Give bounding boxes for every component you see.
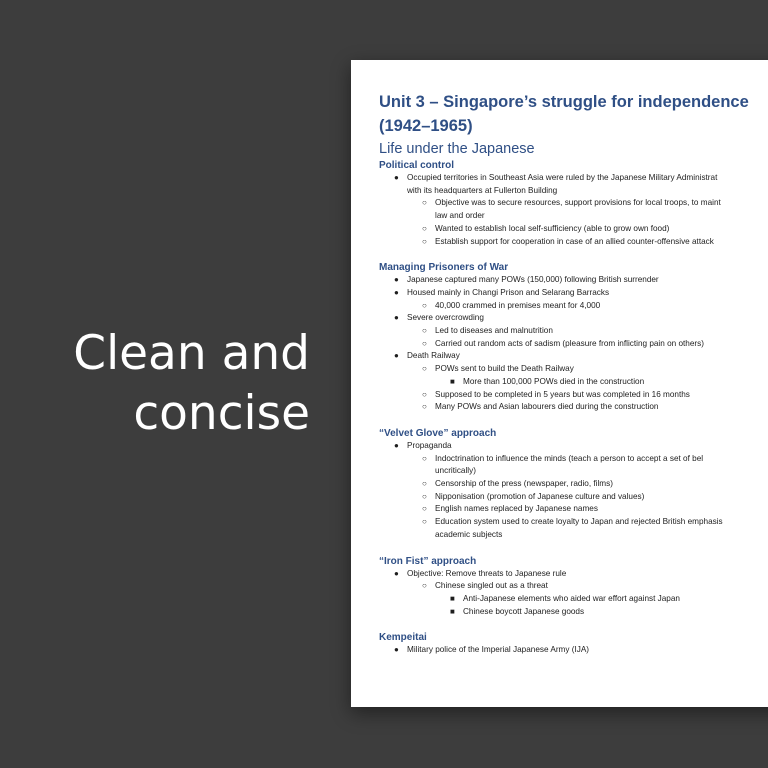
- list-item: [379, 236, 768, 249]
- list-item: [379, 580, 768, 593]
- bullet-marker: ○: [422, 300, 427, 310]
- list-item: [379, 503, 768, 516]
- list-item-text: Led to diseases and malnutrition: [435, 326, 553, 336]
- list-item: [379, 401, 768, 414]
- section-heading: “Iron Fist” approach: [379, 555, 477, 567]
- list-item-text: 40,000 crammed in premises meant for 4,000: [435, 300, 601, 310]
- list-item-text: Objective: Remove threats to Japanese rule: [407, 568, 567, 578]
- section: [379, 159, 768, 248]
- list-item-text: Many POWs and Asian labourers died during the construction: [435, 402, 659, 412]
- tagline: [73, 324, 310, 444]
- list-item: [379, 338, 768, 351]
- sections-container: [379, 159, 768, 657]
- section: [379, 427, 768, 542]
- list-item-text: Censorship of the press (newspaper, radio, films): [435, 479, 613, 489]
- list-item: [379, 389, 768, 402]
- bullet-marker: ○: [422, 479, 427, 489]
- list-item: [379, 491, 768, 504]
- bullet-marker: ●: [394, 568, 399, 578]
- document-page: [351, 60, 768, 707]
- list-item-text: More than 100,000 POWs died in the construction: [463, 376, 645, 386]
- list-item-text: Chinese boycott Japanese goods: [463, 606, 585, 616]
- bullet-list: [379, 568, 768, 619]
- bullet-marker: ○: [422, 402, 427, 412]
- bullet-marker: ●: [394, 645, 399, 655]
- bullet-marker: ○: [422, 198, 427, 208]
- document-subtitle: Life under the Japanese: [379, 141, 535, 157]
- bullet-marker: ○: [422, 581, 427, 591]
- list-item-text: Severe overcrowding: [407, 313, 484, 323]
- list-item-text: Propaganda: [407, 440, 452, 450]
- list-item: [379, 363, 768, 376]
- list-item-text: Japanese captured many POWs (150,000) following British surrender: [407, 275, 659, 285]
- list-item-text: Education system used to create loyalty to Japan and rejected British emphasis: [435, 517, 723, 527]
- list-item-text: Nipponisation (promotion of Japanese culture and values): [435, 491, 645, 501]
- list-item-continuation: uncritically): [435, 466, 476, 476]
- list-item: [379, 287, 768, 300]
- section-heading: Managing Prisoners of War: [379, 262, 509, 274]
- bullet-marker: ●: [394, 287, 399, 297]
- bullet-marker: ●: [394, 275, 399, 285]
- bullet-marker: ○: [422, 517, 427, 527]
- list-item: [379, 274, 768, 287]
- list-item: [379, 312, 768, 325]
- list-item-continuation: with its headquarters at Fullerton Building: [407, 185, 558, 195]
- list-item-text: English names replaced by Japanese names: [435, 504, 598, 514]
- bullet-marker: ○: [422, 491, 427, 501]
- bullet-marker: ●: [394, 313, 399, 323]
- list-item: [379, 478, 768, 491]
- list-item-text: POWs sent to build the Death Railway: [435, 364, 574, 374]
- section-heading: Political control: [379, 160, 455, 171]
- section: [379, 555, 768, 619]
- bullet-list: [379, 172, 768, 248]
- document-title: [379, 90, 768, 138]
- title-line-2: (1942–1965): [379, 117, 473, 135]
- list-item-text: Anti-Japanese elements who aided war effort against Japan: [463, 593, 680, 603]
- list-item: [379, 300, 768, 313]
- list-item: [379, 593, 768, 606]
- bullet-marker: ●: [394, 173, 399, 182]
- list-item-text: Carried out random acts of sadism (pleasure from inflicting pain on others): [435, 338, 704, 348]
- bullet-marker: ●: [394, 440, 399, 450]
- tagline-line-2: concise: [133, 386, 310, 441]
- list-item-text: Establish support for cooperation in case of an allied counter-offensive attack: [435, 236, 714, 246]
- list-item: [379, 516, 768, 541]
- bullet-marker: ○: [422, 364, 427, 374]
- bullet-marker: ○: [422, 389, 427, 399]
- bullet-marker: ○: [422, 453, 427, 463]
- bullet-marker: ○: [422, 236, 427, 246]
- list-item-text: Supposed to be completed in 5 years but was completed in 16 months: [435, 389, 690, 399]
- bullet-list: [379, 440, 768, 542]
- list-item-text: Wanted to establish local self-sufficiency (able to grow own food): [435, 223, 670, 233]
- bullet-marker: ■: [450, 606, 455, 616]
- list-item-text: Objective was to secure resources, support provisions for local troops, to maint: [435, 198, 721, 208]
- list-item: [379, 453, 768, 478]
- list-item: [379, 325, 768, 338]
- section: [379, 261, 768, 414]
- document-content: [379, 90, 768, 657]
- list-item-text: Death Railway: [407, 351, 460, 361]
- bullet-marker: ○: [422, 223, 427, 233]
- list-item: [379, 223, 768, 236]
- list-item: [379, 606, 768, 619]
- list-item-text: Indoctrination to influence the minds (teach a person to accept a set of bel: [435, 453, 704, 463]
- section-heading: Kempeitai: [379, 632, 427, 644]
- list-item: [379, 197, 768, 222]
- list-item: [379, 644, 768, 657]
- tagline-line-1: Clean and: [73, 326, 310, 381]
- bullet-marker: ○: [422, 504, 427, 514]
- list-item-text: Occupied territories in Southeast Asia were ruled by the Japanese Military Administrat: [407, 173, 718, 182]
- bullet-marker: ■: [450, 593, 455, 603]
- list-item: [379, 376, 768, 389]
- list-item-text: Chinese singled out as a threat: [435, 581, 548, 591]
- bullet-list: [379, 644, 768, 657]
- bullet-list: [379, 274, 768, 414]
- list-item-continuation: law and order: [435, 211, 485, 221]
- list-item-text: Military police of the Imperial Japanese Army (IJA): [407, 645, 590, 655]
- list-item: [379, 350, 768, 363]
- section-heading: “Velvet Glove” approach: [379, 427, 497, 439]
- bullet-marker: ●: [394, 351, 399, 361]
- list-item: [379, 440, 768, 453]
- bullet-marker: ○: [422, 326, 427, 336]
- bullet-marker: ■: [450, 376, 455, 386]
- bullet-marker: ○: [422, 338, 427, 348]
- list-item-continuation: academic subjects: [435, 529, 503, 539]
- list-item: [379, 568, 768, 581]
- title-line-1: Unit 3 – Singapore’s struggle for independence: [379, 93, 749, 111]
- list-item: [379, 172, 768, 197]
- list-item-text: Housed mainly in Changi Prison and Selarang Barracks: [407, 287, 610, 297]
- section: [379, 631, 768, 657]
